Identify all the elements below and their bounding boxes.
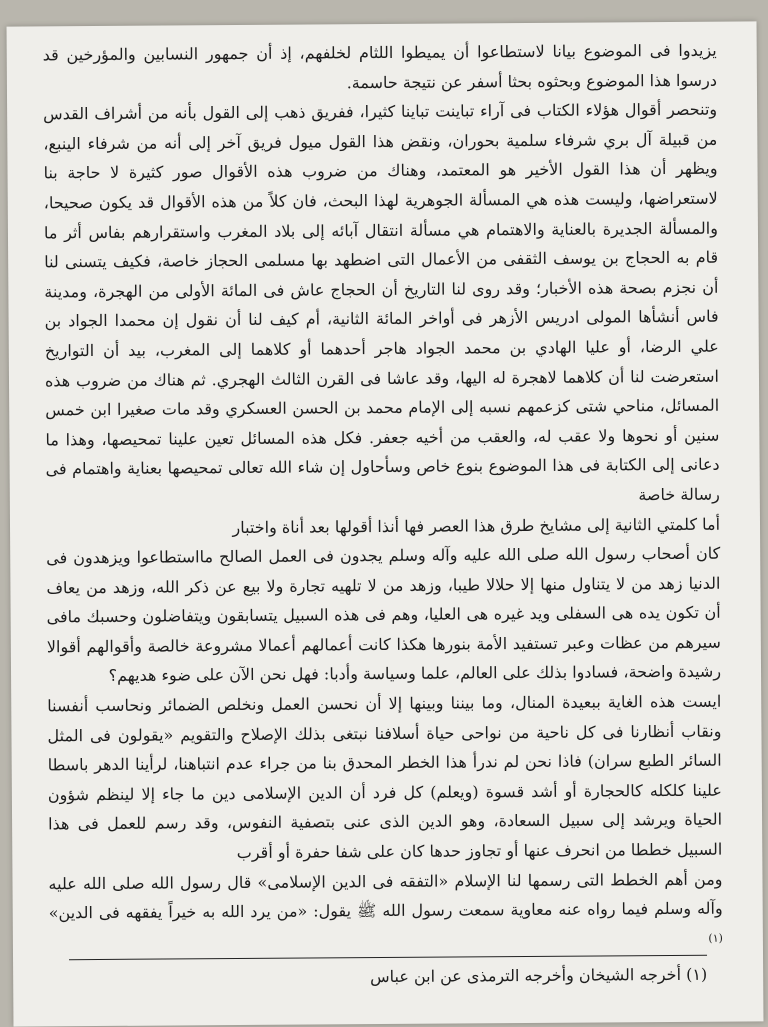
paragraph-2: وتنحصر أقوال هؤلاء الكتاب فى آراء تباينت تباينا كثيرا، ففريق ذهب إلى القول بأنه من أشراف القدس من قبيلة آل بري شرفاء سلمية بحوران، ونقض هذا القول ميول فريق آخر إلى أنه من شرفاء الينبع، ويظهر أن هذا القول الأخير هو المعتمد، وهناك من ضروب هذه الأقوال صور كثيرة لا حاجة بنا لاستعراضها، وليست هذه هي المسألة الجوهرية لهذا البحث، فان كلاً من هذه الأقوال قد يكون صحيحا، والمسألة الجديرة بالعناية والاهتمام هي مسألة انتقال آبائه إلى بلاد المغرب واستقرارهم بفاس أثر ما قام به الحجاج بن يوسف الثقفى من الأعمال التى اضطهد بها مسلمى الحجاز خاصة، فكيف يتسنى لنا أن نجزم بصحة هذه الأخبار؛ وقد روى لنا التاريخ أن الحجاج عاش فى المائة الأولى من الهجرة، ومدينة فاس أنشأها المولى ادريس الأزهر فى أواخر المائة الثانية، أم كيف لنا أن نقول إن محمدا الجواد بن علي الرضا، أو عليا الهادي بن محمد الجواد هاجر أحدهما أو كلاهما إلى المغرب، بيد أن التواريخ استعرضت لنا أن كلاهما لاهجرة له اليها، وقد عاشا فى القرن الثالث الهجري. ثم هناك من ضروب هذه المسائل، مناحي شتى كزعمهم نسبه إلى الإمام محمد بن الحسن العسكري وقد مات صغيرا ابن خمس سنين أو نحوها ولا عقب له، والعقب من أخيه جعفر. فكل هذه المسائل تعين علينا تمحيصها، وهذا ما دعانى إلى الكتابة فى هذا الموضوع بنوع خاص وسأحاول إن شاء الله تعالى تمحيصها بعناية واهتمام فى رسالة خاصة (43, 99, 720, 505)
paragraph-3: أما كلمتي الثانية إلى مشايخ طرق هذا العصر فها أنذا أقولها بعد أناة واختبار (232, 514, 721, 537)
document-page (7, 21, 764, 1026)
footnote-marker: (١) (708, 931, 723, 945)
paragraph-5: ايست هذه الغاية ببعيدة المنال، وما بيننا وبينها إلا أن نحسن العمل ونخلص الضمائر ونحاسب أنفسنا ونقاب أنظارنا فى كل ناحية من نواحى حياة أسلافنا نبتغى بذلك الإصلاح والتقويم «يقولون فى المثل السائر الطبع سران) فاذا نحن لم ندرأ هذا الخطر المحدق بنا من جراء عدم انتباهنا، لرأينا الدهر باسطا علينا كلكله كالحجارة أو أشد قسوة (ويعلم) كل فرد أن الدين الإسلامى دين ما جاء إلا لينظم شؤون الحياة ويرشد إلى سبيل السعادة، وهو الدين الذى عنى بتصفية النفوس، وقد رسم للعمل فى هذا السبيل خططا من انحرف عنها أو تجاوز حدها كان على شفا حفرة أو أقرب (47, 691, 723, 863)
footnote: (١) أخرجه الشيخان وأخرجه الترمذى عن ابن عباس (369, 964, 708, 987)
body-text (43, 36, 723, 962)
paragraph-1: يزيدوا فى الموضوع بيانا لاستطاعوا أن يميطوا اللثام لخلفهم، إذ أن جمهور النسابين والمؤرخين قد درسوا هذا الموضوع وبحثوه بحثا أسفر عن نتيجة حاسمة. (42, 40, 717, 92)
paragraph-6-text: ومن أهم الخطط التى رسمها لنا الإسلام «التفقه فى الدين الإسلامى» قال رسول الله صلى الله عليه وآله وسلم فيما رواه عنه معاوية سمعت رسول الله ﷺ يقول: «من يرد الله به خيراً يفقهه فى الدين» (48, 869, 723, 923)
paragraph-6 (48, 864, 723, 962)
paragraph-4: كان أصحاب رسول الله صلى الله عليه وآله وسلم يجدون فى العمل الصالح مااستطاعوا ويزهدون فى الدنيا زهد من لا يتناول منها إلا حلالا طيبا، وزهد من لا تلهيه تجارة ولا بيع عن ذكر الله، وزهد من يعاف أن تكون يده هى السفلى ويد غيره هى العليا، وهم فى هذه السبيل يتسابقون ويتفاضلون وحسبك مافى سيرهم من عظات وعبر تستفيد الأمة بنورها هكذا كانت أعمالهم أعمالا مشروعة خالصة وأقوالهم أقوالا رشيدة واضحة، فسادوا بذلك على العالم، علما وسياسة وأدبا: فهل نحن الآن على ضوء هديهم؟ (46, 543, 722, 686)
